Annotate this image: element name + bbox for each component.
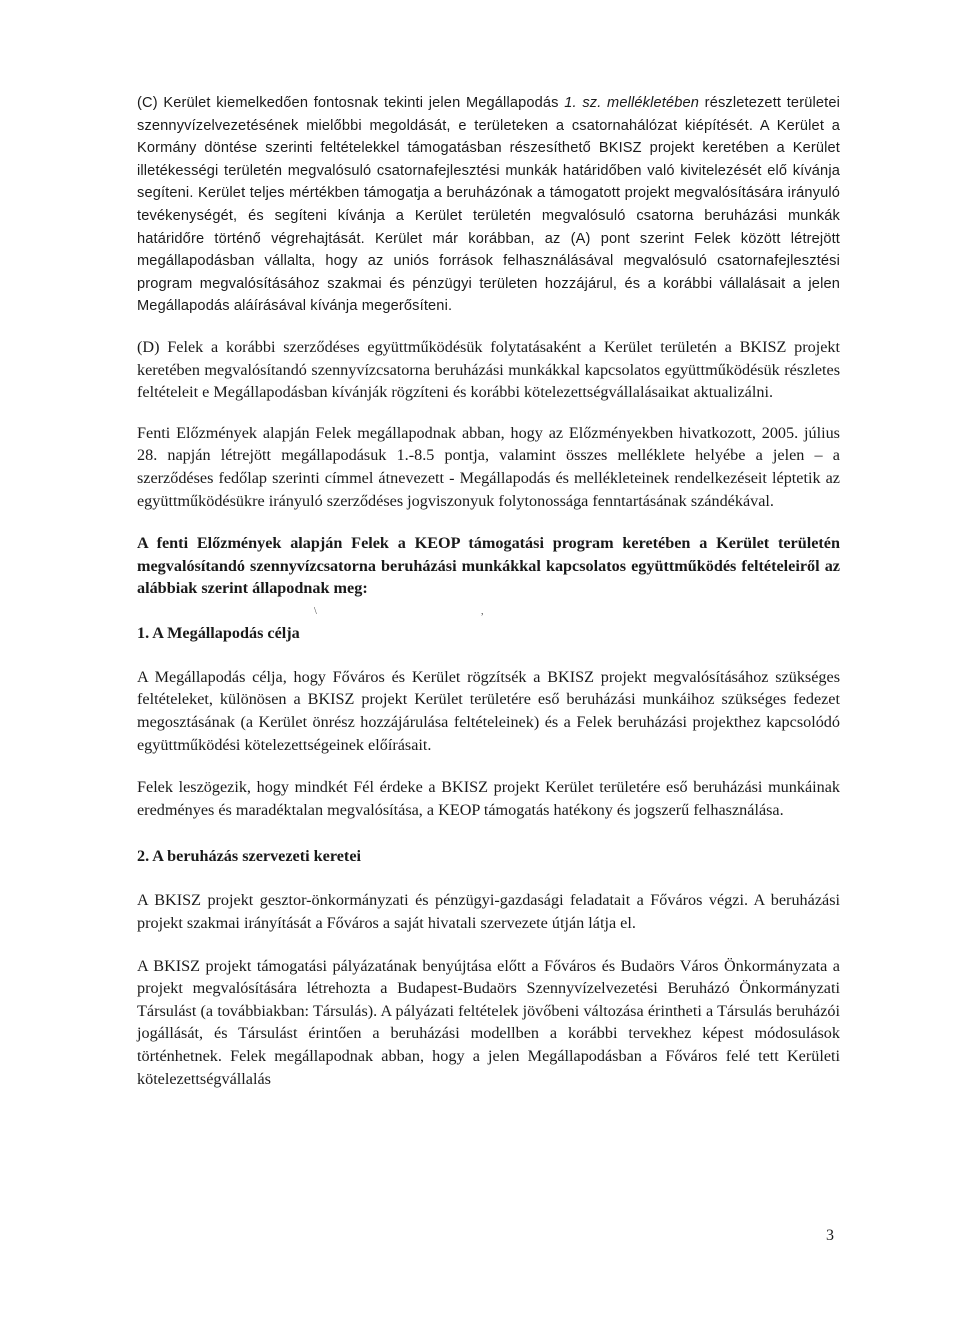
paragraph-c-text-1: (C) Kerület kiemelkedően fontosnak tekinti jelen Megállapodás (137, 95, 565, 111)
document-page (137, 92, 840, 1090)
paragraph-c (137, 92, 840, 318)
paragraph-agreement-intro: A fenti Előzmények alapján Felek a KEOP támogatási program keretében a Kerület területén megvalósítandó szennyvízcsatorna beruházási munkákkal kapcsolatos együttműködés feltételeiről az alábbiak szerint állapodnak meg: (137, 534, 840, 598)
paragraph-c-text-3: Kerület teljes mértékben támogatja a beruházónak a támogatott projekt megvalósítására irányuló tevékenységét, és segíteni kívánja a Kerület területén megvalósuló csatorna beruházási munkák határidőre történő végrehajtását. Kerület már korábban, az (A) pont szerint Felek között létrejött megállapodásban vállalta, hogy az uniós források felhasználásával megvalósuló csatornafejlesztési program megvalósításához szakmai és pénzügyi területen hozzájárul, és a korábbi vállalásait a jelen Megállapodás aláírásával kívánja megerősíteni. (137, 185, 840, 315)
section-2-paragraph-2: A BKISZ projekt támogatási pályázatának benyújtása előtt a Főváros és Budaörs Város Önkormányzata a projekt megvalósítására létrehozta a Budapest-Budaörs Szennyvízelvezetési Beruházó Önkormányzati Társulást (a továbbiakban: Társulás). A pályázati feltételek jövőbeni változása érintheti a Társulás beruházói jogállását, és Társulást érintően a beruházási modellben a korábbi tervekhez képest módosulások történhetnek. Felek megállapodnak abban, hogy a jelen Megállapodásban a Főváros felé tett Kerületi kötelezettségvállalás (137, 956, 840, 1088)
paragraph-d: (D) Felek a korábbi szerződéses együttműködésük folytatásaként a Kerület területén a BKISZ projekt keretében megvalósítandó szennyvízcsatorna beruházási munkákkal kapcsolatos együttműködésük részletes feltételeit e Megállapodásban kívánják rögzíteni és korábbi kötelezettségvállalásaikat aktualizálni. (137, 337, 840, 402)
section-2-heading: 2. A beruházás szervezeti keretei (137, 847, 362, 866)
scan-marks (137, 600, 840, 622)
section-1-heading: 1. A Megállapodás célja (137, 623, 300, 642)
paragraph-c-italic-ref: 1. sz. mellékletében (564, 95, 700, 111)
paragraph-fenti: Fenti Előzmények alapján Felek megállapodnak abban, hogy az Előzményekben hivatkozott, 2005. július 28. napján létrejött megállapodásuk 1.-8.5 pontja, valamint összes melléklete helyébe a jelen – a szerződéses fedőlap szerinti címmel átnevezett - Megállapodás és mellékleteinek rendelkezéseit léptetik az együttműködésükre irányuló szerződéses jogviszonyuk folytonossága fenntartásának szándékával. (137, 423, 840, 510)
section-1-paragraph-1: A Megállapodás célja, hogy Főváros és Kerület rögzítsék a BKISZ projekt megvalósításához szükséges feltételeket, különösen a BKISZ projekt Kerület területére eső beruházási munkáihoz szükséges fedezet megosztásának (a Kerület önrész hozzájárulása feltételeinek) és a Felek beruházási projekthez kapcsolódó együttműködési kötelezettségeinek előírásait. (137, 667, 840, 754)
paragraph-c-text-2: részletezett területei szennyvízelvezetésének mielőbbi megoldását, e területeken a csatornahálózat kiépítését. A Kerület a Kormány döntése szerinti feltételekkel támogatásban részesíthető BKISZ projekt keretében a Kerület illetékességi területén megvalósuló csatornafejlesztési munkák határidőben való kivitelezését elő kívánja segíteni. (137, 95, 840, 202)
scan-mark-1: \ (314, 605, 317, 617)
section-1-paragraph-2: Felek leszögezik, hogy mindkét Fél érdeke a BKISZ projekt Kerület területére eső beruházási munkáinak eredményes és maradéktalan megvalósítása, a KEOP támogatás hatékony és jogszerű felhasználása. (137, 778, 840, 819)
page-number: 3 (826, 1227, 834, 1244)
scan-mark-2: , (481, 605, 484, 617)
section-2-paragraph-1: A BKISZ projekt gesztor-önkormányzati és pénzügyi-gazdasági feladatait a Főváros végzi. A beruházási projekt szakmai irányítását a Főváros a saját hivatali szervezete útján látja el. (137, 891, 840, 933)
